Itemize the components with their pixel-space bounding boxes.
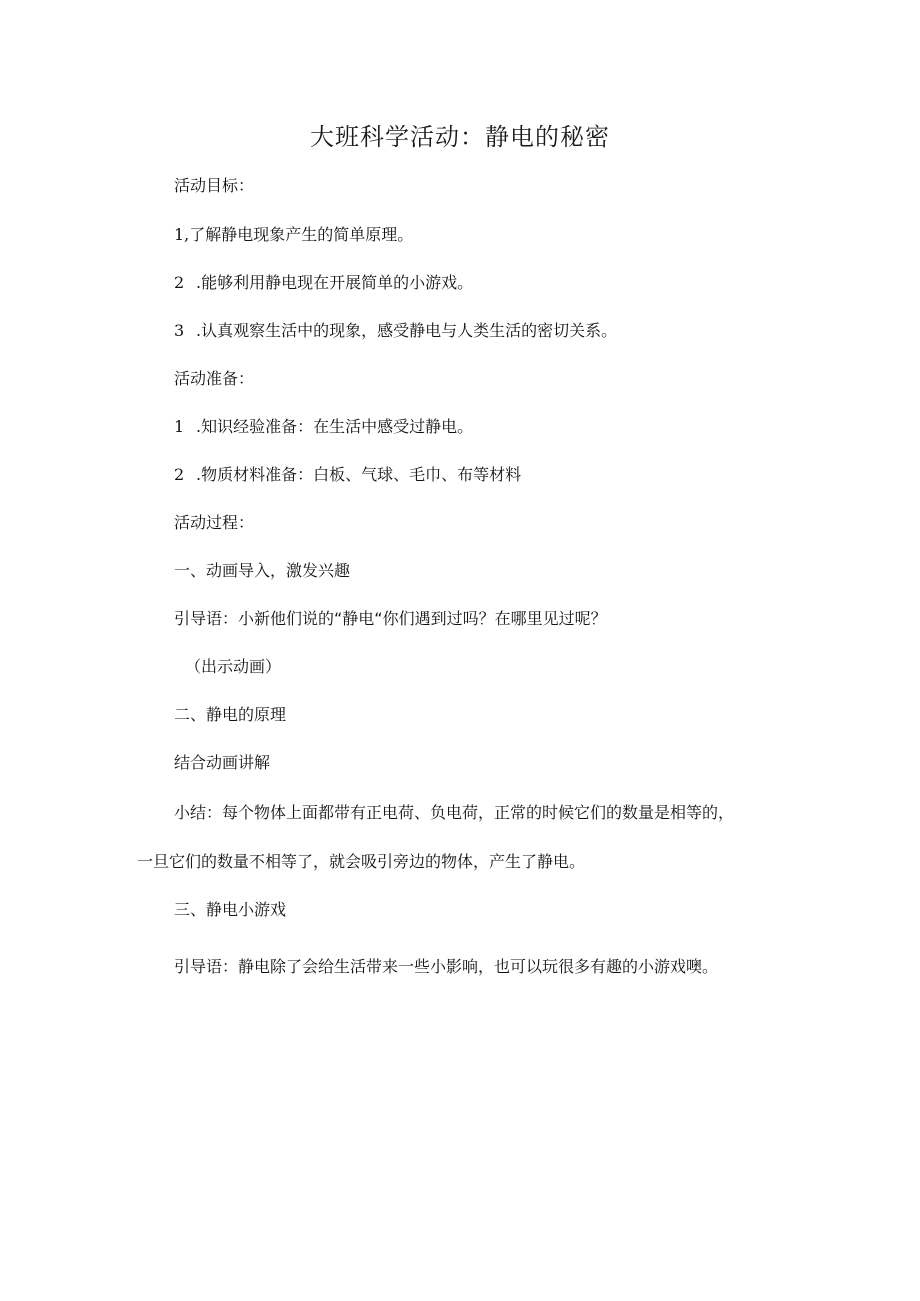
goal-3-number: 3 [174,321,185,340]
goals-heading: 活动目标： [174,176,255,195]
section-1-heading: 一、动画导入，激发兴趣 [174,561,351,580]
section-2-heading: 二、静电的原理 [174,705,287,724]
prep-item-2 [174,463,521,487]
summary-line-2: 一旦它们的数量不相等了，就会吸引旁边的物体，产生了静电。 [137,852,586,871]
goal-item-1 [174,223,413,247]
goal-item-3 [174,319,617,343]
prep-item-1 [174,415,473,439]
prep-1-text: .知识经验准备：在生活中感受过静电。 [196,417,474,436]
section-3-guide: 引导语：静电除了会给生活带来一些小影响，也可以玩很多有趣的小游戏噢。 [174,957,719,976]
section-1-guide: 引导语：小新他们说的“静电“你们遇到过吗？在哪里见过呢？ [174,609,607,628]
summary-line-1: 小结：每个物体上面都带有正电荷、负电荷，正常的时候它们的数量是相等的， [174,803,735,822]
section-2-explain: 结合动画讲解 [174,753,271,772]
goal-3-text: .认真观察生活中的现象，感受静电与人类生活的密切关系。 [196,321,618,340]
prep-heading: 活动准备： [174,369,255,388]
prep-2-text: .物质材料准备：白板、气球、毛巾、布等材料 [196,465,522,484]
goal-1-text: 了解静电现象产生的简单原理。 [189,225,414,244]
process-heading: 活动过程： [174,513,255,532]
goal-2-number: 2 [174,273,185,292]
section-3-heading: 三、静电小游戏 [174,900,287,919]
goal-item-2 [174,271,473,295]
goal-1-number: 1, [174,225,190,244]
prep-1-number: 1 [174,417,185,436]
section-1-note: （出示动画） [185,657,282,676]
document-title: 大班科学活动：静电的秘密 [310,123,610,151]
prep-2-number: 2 [174,465,185,484]
goal-2-text: .能够利用静电现在开展简单的小游戏。 [196,273,474,292]
